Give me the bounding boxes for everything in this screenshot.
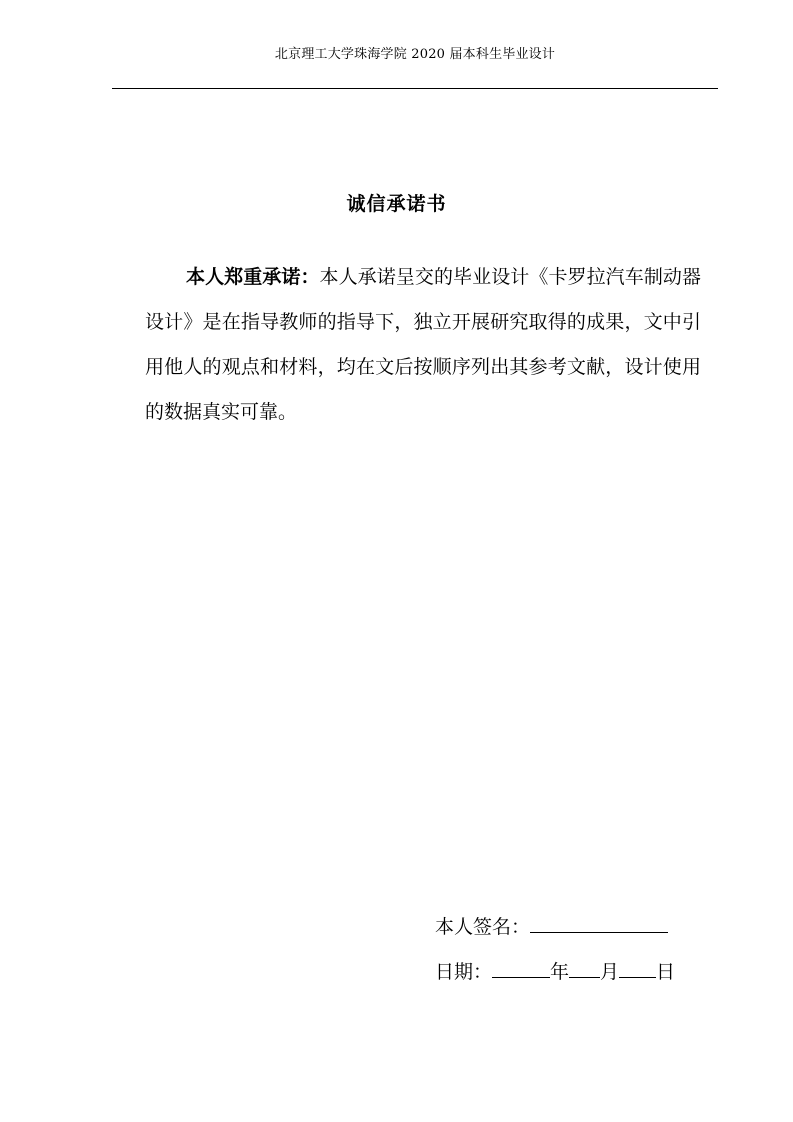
signature-blank xyxy=(530,912,668,933)
month-blank xyxy=(569,957,600,978)
month-label: 月 xyxy=(600,961,620,983)
year-blank xyxy=(492,957,550,978)
day-blank xyxy=(619,957,656,978)
pledge-lead: 本人郑重承诺： xyxy=(186,266,320,288)
date-row xyxy=(435,957,675,986)
signature-label: 本人签名： xyxy=(435,916,531,938)
pledge-paragraph xyxy=(145,255,701,435)
year-label: 年 xyxy=(550,961,570,983)
page-header: 北京理工大学珠海学院 2020 届本科生毕业设计 xyxy=(274,47,556,62)
pledge-text: 本人承诺呈交的毕业设计《卡罗拉汽车制动器设计》是在指导教师的指导下，独立开展研究取得的成果，文中引用他人的观点和材料，均在文后按顺序列出其参考文献，设计使用的数据真实可靠。 xyxy=(145,266,701,423)
date-label: 日期： xyxy=(435,961,493,983)
day-label: 日 xyxy=(656,961,676,983)
header-divider xyxy=(112,88,718,89)
signature-row xyxy=(435,912,668,941)
document-title: 诚信承诺书 xyxy=(346,193,447,215)
